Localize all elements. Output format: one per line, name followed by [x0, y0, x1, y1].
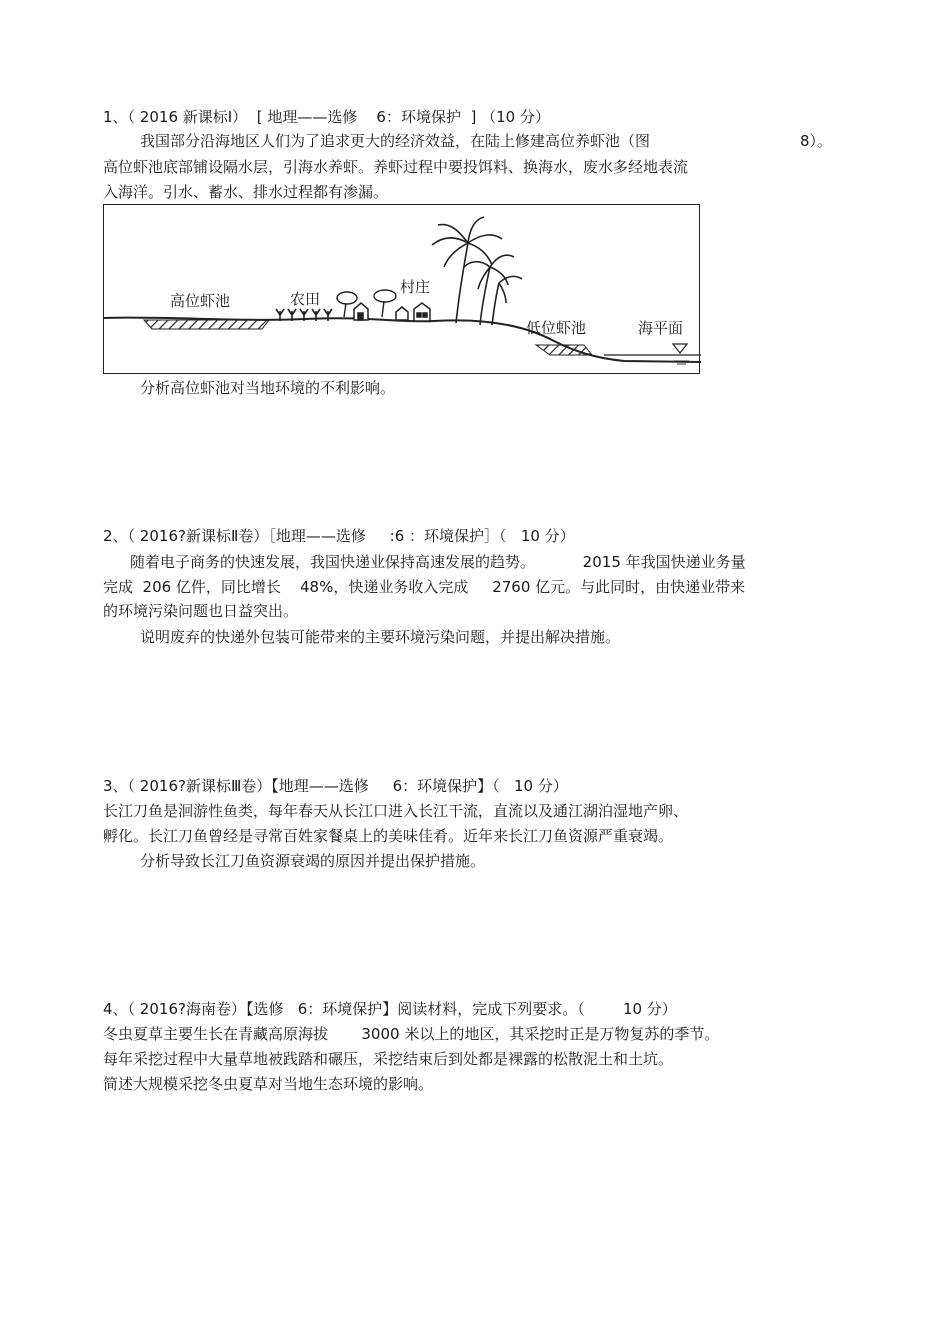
q4-paragraph-line-2: 每年采挖过程中大量草地被践踏和碾压，采挖结束后到处都是裸露的松散泥土和土坑。 [103, 1050, 674, 1068]
shrimp-pond-figure [103, 204, 700, 374]
q3-question: 分析导致长江刀鱼资源衰竭的原因并提出保护措施。 [140, 852, 486, 870]
q2-header: 2、（ 2016?新课标Ⅱ卷）［地理——选修 :6 ：环境保护］（ 10 分） [103, 527, 575, 545]
q2-paragraph-line-2: 完成 206 亿件，同比增长 48%，快递业务收入完成 2760 亿元。与此同时，由快递业带来 [103, 578, 746, 596]
q3-paragraph-line-2: 孵化。长江刀鱼曾经是寻常百姓家餐桌上的美味佳肴。近年来长江刀鱼资源严重衰竭。 [103, 827, 674, 845]
label-village: 村庄 [400, 278, 431, 296]
label-low-pond: 低位虾池 [526, 319, 587, 337]
q1-question: 分析高位虾池对当地环境的不利影响。 [140, 379, 396, 397]
q4-header: 4、（ 2016?海南卷）【选修 6：环境保护】阅读材料，完成下列要求。（ 10 分） [103, 1000, 677, 1018]
village-houses [354, 303, 430, 321]
q2-question: 说明废弃的快递外包装可能带来的主要环境污染问题，并提出解决措施。 [140, 628, 621, 646]
q1-paragraph-line-3: 入海洋。引水、蓄水、排水过程都有渗漏。 [103, 183, 389, 201]
palm-trees [432, 217, 522, 325]
q4-paragraph-line-1: 冬虫夏草主要生长在青藏高原海拔 3000 米以上的地区，其采挖时正是万物复苏的季节。 [103, 1025, 720, 1043]
low-pond-layer [536, 345, 592, 355]
q1-paragraph-line-2: 高位虾池底部铺设隔水层，引海水养虾。养虾过程中要投饵料、换海水，废水多经地表流 [103, 158, 689, 176]
label-farmland: 农田 [290, 290, 321, 308]
q2-paragraph-line-1: 随着电子商务的快速发展，我国快递业保持高速发展的趋势。 2015 年我国快递业务量 [130, 553, 746, 571]
q3-header: 3、（ 2016?新课标Ⅲ卷）【地理——选修 6：环境保护】（ 10 分） [103, 777, 568, 795]
sea-level-marker [673, 344, 687, 353]
q1-paragraph-line-1-tail: 8）。 [800, 132, 833, 150]
label-high-pond: 高位虾池 [170, 292, 231, 310]
q1-header: 1、（ 2016 新课标Ⅰ） [ 地理——选修 6：环境保护 ] （10 分） [103, 108, 550, 126]
q2-paragraph-line-3: 的环境污染问题也日益突出。 [103, 602, 299, 620]
q4-question: 简述大规模采挖冬虫夏草对当地生态环境的影响。 [103, 1075, 434, 1093]
q1-paragraph-line-1: 我国部分沿海地区人们为了追求更大的经济效益，在陆上修建高位养虾池（图 [140, 132, 651, 150]
q3-paragraph-line-1: 长江刀鱼是洄游性鱼类，每年春天从长江口进入长江干流，直流以及通江湖泊湿地产卵、 [103, 802, 689, 820]
label-sea-level: 海平面 [638, 319, 684, 337]
high-pond-layer [144, 320, 269, 329]
